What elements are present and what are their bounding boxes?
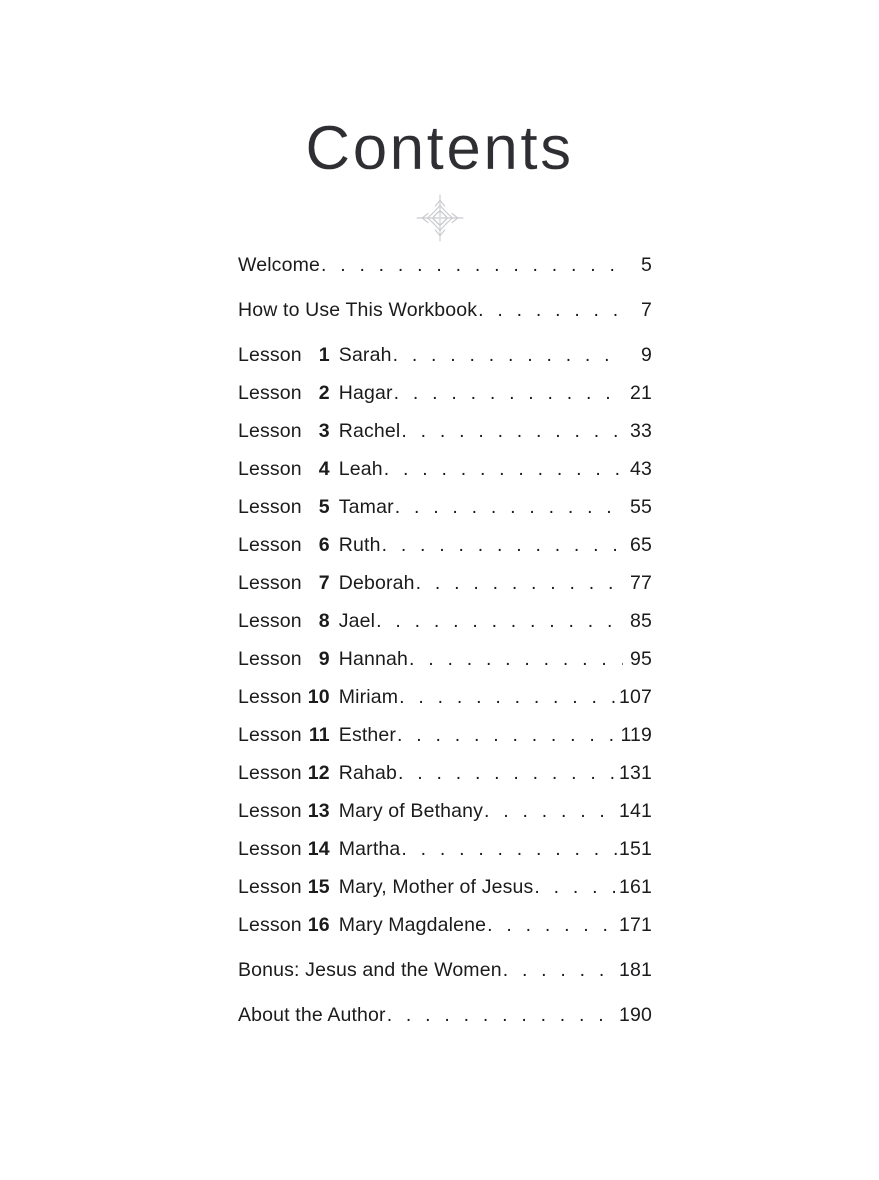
lesson-number: 10	[307, 686, 330, 708]
lesson-label: Lesson	[238, 800, 302, 822]
lesson-label: Lesson	[238, 838, 302, 860]
toc-entry-lesson-2[interactable]	[238, 382, 652, 412]
entry-title: Hagar	[338, 382, 393, 404]
lesson-label: Lesson	[238, 610, 302, 632]
toc-entry-lesson-3[interactable]	[238, 420, 652, 450]
toc-entry-lesson-5[interactable]	[238, 496, 652, 526]
entry-page-number: 119	[620, 724, 652, 746]
entry-page-number: 181	[619, 959, 652, 981]
lesson-label: Lesson	[238, 762, 302, 784]
lesson-number: 4	[318, 458, 330, 480]
entry-title: Mary Magdalene	[338, 914, 487, 936]
toc-entry-lesson-9[interactable]	[238, 648, 652, 678]
table-of-contents-list	[238, 254, 652, 1034]
entry-page-number: 161	[619, 876, 652, 898]
dot-leader	[376, 610, 623, 633]
ornament	[0, 192, 879, 244]
toc-entry-lesson-14[interactable]	[238, 838, 652, 868]
dot-leader	[409, 648, 623, 671]
toc-entry-lesson-8[interactable]	[238, 610, 652, 640]
toc-entry-lesson-16[interactable]	[238, 914, 652, 944]
page-title: Contents	[305, 114, 574, 183]
entry-title: How to Use This Workbook	[238, 299, 478, 321]
dot-leader	[484, 800, 618, 823]
dot-leader	[395, 496, 623, 519]
lesson-number: 7	[318, 572, 330, 594]
lesson-label: Lesson	[238, 686, 302, 708]
lesson-number: 5	[318, 496, 330, 518]
lesson-label: Lesson	[238, 648, 302, 670]
entry-page-number: 65	[630, 534, 652, 556]
entry-page-number: 9	[641, 344, 652, 366]
lesson-number: 12	[307, 762, 330, 784]
entry-page-number: 85	[630, 610, 652, 632]
entry-title: Sarah	[338, 344, 392, 366]
entry-title: Miriam	[338, 686, 399, 708]
toc-entry-lesson-6[interactable]	[238, 534, 652, 564]
dot-leader	[416, 572, 623, 595]
lesson-label: Lesson	[238, 496, 302, 518]
toc-entry-bonus[interactable]	[238, 959, 652, 989]
lesson-number: 8	[318, 610, 330, 632]
lesson-number: 11	[308, 724, 330, 746]
lesson-label: Lesson	[238, 572, 302, 594]
entry-title: Mary, Mother of Jesus	[338, 876, 534, 898]
entry-page-number: 7	[641, 299, 652, 321]
dot-leader	[503, 959, 618, 982]
lesson-label: Lesson	[238, 344, 302, 366]
toc-entry-lesson-7[interactable]	[238, 572, 652, 602]
lesson-number: 9	[318, 648, 330, 670]
lesson-label: Lesson	[238, 420, 302, 442]
lesson-number: 15	[307, 876, 330, 898]
lesson-number: 14	[307, 838, 330, 860]
entry-title: Mary of Bethany	[338, 800, 484, 822]
entry-page-number: 190	[619, 1004, 652, 1026]
toc-entry-lesson-1[interactable]	[238, 344, 652, 374]
lesson-number: 16	[307, 914, 330, 936]
entry-title: Martha	[338, 838, 401, 860]
lesson-label: Lesson	[238, 534, 302, 556]
entry-title: Bonus: Jesus and the Women	[238, 959, 502, 981]
entry-page-number: 55	[630, 496, 652, 518]
entry-page-number: 171	[619, 914, 652, 936]
toc-entry-how-to-use-this-workbook[interactable]	[238, 299, 652, 329]
entry-page-number: 95	[630, 648, 652, 670]
starburst-ornament-icon	[414, 192, 466, 244]
entry-title: Hannah	[338, 648, 408, 670]
dot-leader	[399, 686, 618, 709]
toc-entry-welcome[interactable]	[238, 254, 652, 284]
lesson-number: 2	[318, 382, 330, 404]
entry-title: Jael	[338, 610, 376, 632]
entry-page-number: 21	[630, 382, 652, 404]
lesson-label: Lesson	[238, 382, 302, 404]
toc-entry-lesson-12[interactable]	[238, 762, 652, 792]
dot-leader	[487, 914, 618, 937]
entry-title: Rachel	[338, 420, 401, 442]
dot-leader	[384, 458, 623, 481]
dot-leader	[398, 762, 618, 785]
lesson-label: Lesson	[238, 458, 302, 480]
dot-leader	[534, 876, 618, 899]
lesson-number: 13	[307, 800, 330, 822]
entry-page-number: 131	[619, 762, 652, 784]
lesson-label: Lesson	[238, 876, 302, 898]
dot-leader	[401, 838, 618, 861]
dot-leader	[382, 534, 623, 557]
entry-page-number: 43	[630, 458, 652, 480]
dot-leader	[397, 724, 619, 747]
dot-leader	[401, 420, 623, 443]
entry-page-number: 33	[630, 420, 652, 442]
lesson-number: 6	[318, 534, 330, 556]
toc-entry-lesson-10[interactable]	[238, 686, 652, 716]
entry-title: Esther	[338, 724, 397, 746]
entry-page-number: 141	[619, 800, 652, 822]
entry-page-number: 151	[619, 838, 652, 860]
entry-page-number: 107	[619, 686, 652, 708]
entry-title: Ruth	[338, 534, 381, 556]
toc-entry-lesson-15[interactable]	[238, 876, 652, 906]
dot-leader	[393, 344, 623, 367]
toc-entry-lesson-13[interactable]	[238, 800, 652, 830]
entry-title: Welcome	[238, 254, 320, 276]
entry-title: Deborah	[338, 572, 415, 594]
toc-entry-about-the-author[interactable]	[238, 1004, 652, 1034]
lesson-number: 3	[318, 420, 330, 442]
dot-leader	[478, 299, 623, 322]
entry-title: About the Author	[238, 1004, 386, 1026]
entry-title: Rahab	[338, 762, 397, 784]
entry-page-number: 5	[641, 254, 652, 276]
toc-entry-lesson-4[interactable]	[238, 458, 652, 488]
lesson-number: 1	[318, 344, 330, 366]
dot-leader	[387, 1004, 618, 1027]
lesson-label: Lesson	[238, 724, 302, 746]
entry-title: Tamar	[338, 496, 394, 518]
lesson-label: Lesson	[238, 914, 302, 936]
entry-page-number: 77	[630, 572, 652, 594]
entry-title: Leah	[338, 458, 383, 480]
dot-leader	[394, 382, 623, 405]
dot-leader	[321, 254, 623, 277]
toc-entry-lesson-11[interactable]	[238, 724, 652, 754]
